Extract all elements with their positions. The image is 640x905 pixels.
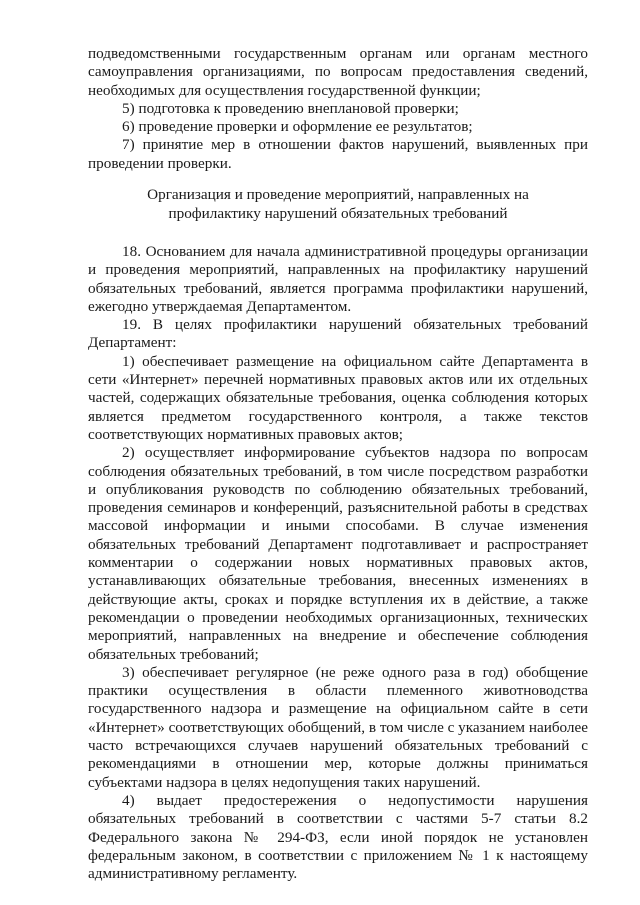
paragraph-19-item-4: 4) выдает предостережения о недопустимости нарушения обязательных требований в соответствии с частями 5-7 статьи 8.2 Федерального закона № 294-ФЗ, если иной порядок не установлен федеральным законом, в соответствии с приложением № 1 к настоящему административному регламенту. [88, 791, 588, 883]
text-block-top [88, 45, 588, 173]
text-block-main [88, 243, 588, 883]
paragraph-continuation: подведомственными государственным органам или органам местного самоуправления организациями, по вопросам предоставления сведений, необходимых для осуществления государственной функции; [88, 45, 588, 99]
paragraph-item-6: 6) проведение проверки и оформление ее результатов; [122, 118, 473, 136]
section-heading-line-2: профилактику нарушений обязательных требований [168, 204, 508, 222]
section-heading-line-1: Организация и проведение мероприятий, направленных на [147, 186, 529, 203]
paragraph-18: 18. Основанием для начала административной процедуры организации и проведения мероприятий, направленных на профилактику нарушений обязательных требований, является программа профилактики нарушений, ежегодно утверждаемая Департаментом. [88, 243, 588, 315]
paragraph-19-item-1: 1) обеспечивает размещение на официальном сайте Департамента в сети «Интернет» перечней нормативных правовых актов или их отдельных частей, содержащих обязательные требования, оценка соблюдения которых является предметом государственного контроля, а также текстов соответствующих нормативных правовых актов; [88, 352, 588, 443]
section-heading [88, 186, 588, 223]
paragraph-item-5: 5) подготовка к проведению внеплановой проверки; [122, 99, 459, 117]
paragraph-item-7: 7) принятие мер в отношении фактов нарушений, выявленных при проведении проверки. [88, 136, 588, 172]
paragraph-19: 19. В целях профилактики нарушений обязательных требований Департамент: [88, 316, 588, 352]
paragraph-19-item-2: 2) осуществляет информирование субъектов надзора по вопросам соблюдения обязательных требований, в том числе посредством разработки и опубликования руководств по соблюдению обязательных требований, проведения семинаров и конференций, разъяснительной работы в средствах массовой информации и иными способами. В случае изменения обязательных требований Департамент подготавливает и распространяет комментарии о содержании новых нормативных правовых актов, устанавливающих обязательные требования, внесенных изменениях в действующие акты, сроках и порядке вступления их в действие, а также рекомендации о проведении необходимых организационных, технических мероприятий, направленных на внедрение и обеспечение соблюдения обязательных требований; [88, 444, 588, 663]
paragraph-19-item-3: 3) обеспечивает регулярное (не реже одного раза в год) обобщение практики осуществления в области племенного животноводства государственного надзора и размещение на официальном сайте в сети «Интернет» соответствующих обобщений, в том числе с указанием наиболее часто встречающихся случаев нарушений обязательных требований с рекомендациями в отношении мер, которые должны приниматься субъектами надзора в целях недопущения таких нарушений. [88, 663, 588, 791]
